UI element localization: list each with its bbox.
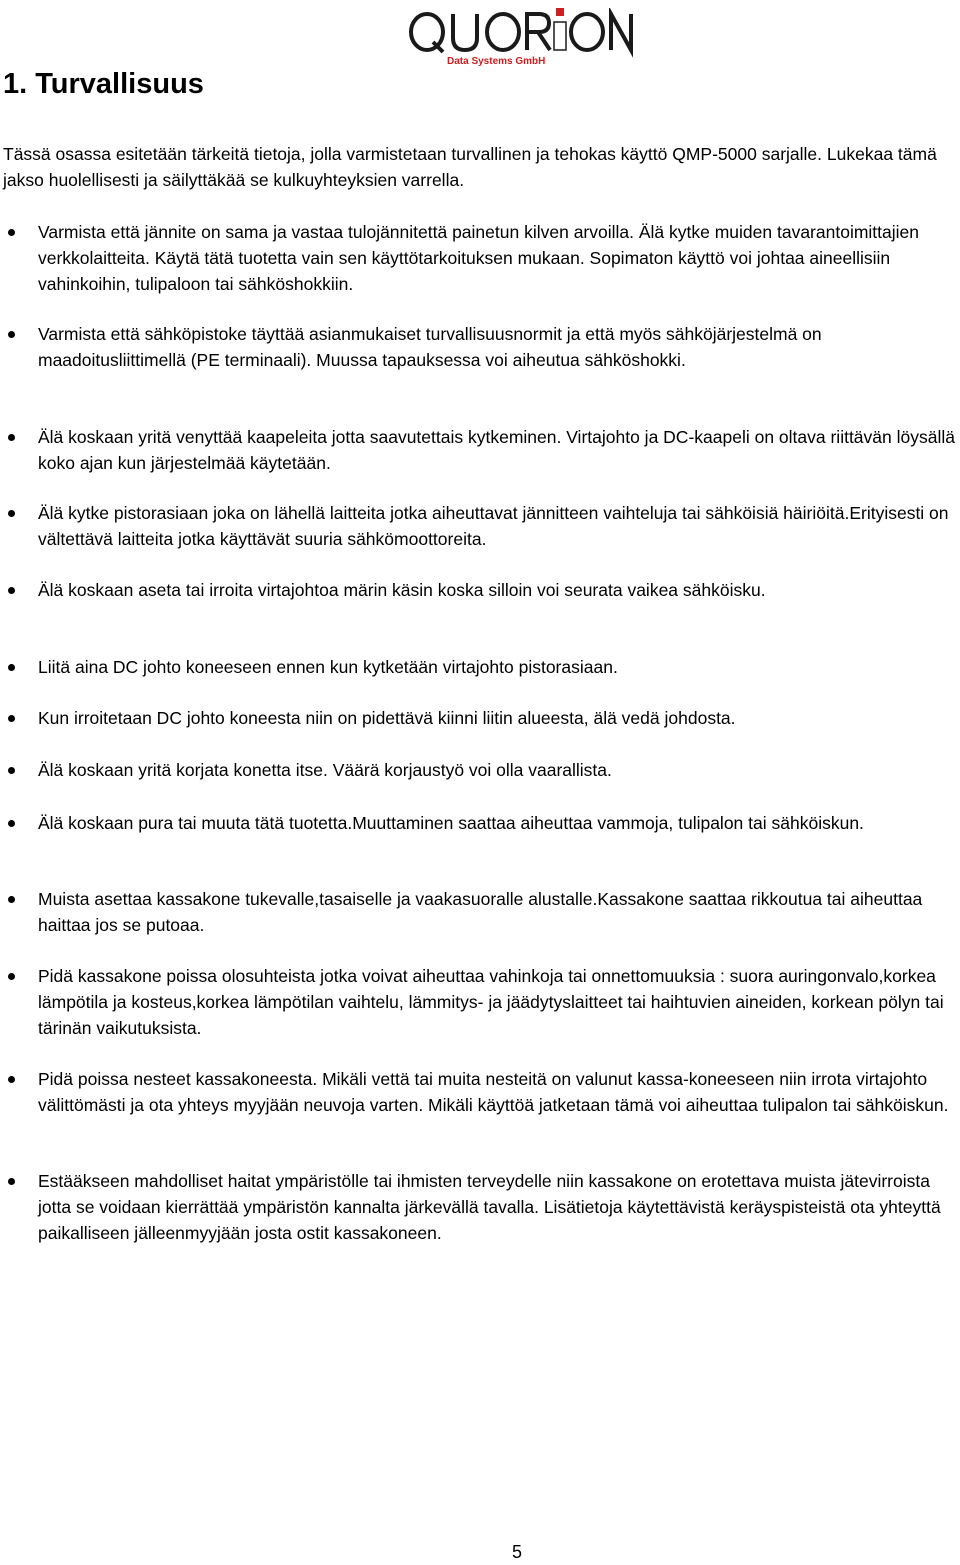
list-item-text: Älä koskaan yritä korjata konetta itse. Väärä korjaustyö voi olla vaarallista. [38, 760, 612, 780]
intro-paragraph: Tässä osassa esitetään tärkeitä tietoja, jolla varmistetaan turvallinen ja tehokas käyttö QMP-5000 sarjalle. Lukekaa tämä jakso huolellisesti ja säilyttäkää se kulkuyhteyksien varrella. [3, 144, 937, 190]
bullet-icon [8, 973, 15, 980]
bullet-icon [8, 820, 15, 827]
svg-text:Data Systems GmbH: Data Systems GmbH [447, 56, 546, 67]
list-item-text: Pidä poissa nesteet kassakoneesta. Mikäli vettä tai muita nesteitä on valunut kassa-koneeseen niin irrota virtajohto välittömästi ja ota yhteys myyjään neuvoja varten. Mikäli käyttöä jatketaan tämä voi aiheuttaa tulipalon tai sähköiskun. [38, 1069, 949, 1115]
bullet-icon [8, 229, 15, 236]
bullet-icon [8, 510, 15, 517]
bullet-icon [8, 896, 15, 903]
list-item-text: Älä koskaan aseta tai irroita virtajohtoa märin käsin koska silloin voi seurata vaikea sähköisku. [38, 580, 766, 600]
bullet-icon [8, 1076, 15, 1083]
page-number: 5 [512, 1542, 523, 1562]
bullet-icon [8, 664, 15, 671]
bullet-icon [8, 331, 15, 338]
list-item-text: Kun irroitetaan DC johto koneesta niin on pidettävä kiinni liitin alueesta, älä vedä johdosta. [38, 708, 736, 728]
bullet-icon [8, 767, 15, 774]
list-item-text: Muista asettaa kassakone tukevalle,tasaiselle ja vaakasuoralle alustalle.Kassakone saattaa rikkoutua tai aiheuttaa haittaa jos se putoaa. [38, 889, 923, 935]
bullet-icon [8, 1178, 15, 1185]
page-title: 1. Turvallisuus [3, 68, 204, 100]
list-item-text: Varmista että sähköpistoke täyttää asianmukaiset turvallisuusnormit ja että myös sähköjärjestelmä on maadoitusliittimellä (PE terminaali). Muussa tapauksessa voi aiheutua sähköshokki. [38, 324, 822, 370]
bullet-icon [8, 434, 15, 441]
list-item-text: Estääkseen mahdolliset haitat ympäristölle tai ihmisten terveydelle niin kassakone on erotettava muista jätevirroista jotta se voidaan kierrättää ympäristön kannalta järkevällä tavalla. Lisätietoja käytettävistä keräyspisteistä ota yhteyttä paikalliseen jälleenmyyjään josta ostit kassakoneen. [38, 1171, 941, 1243]
list-item-text: Älä koskaan yritä venyttää kaapeleita jotta saavutettais kytkeminen. Virtajohto ja DC-kaapeli on oltava riittävän löysällä koko ajan kun järjestelmää käytetään. [38, 427, 955, 473]
list-item-text: Liitä aina DC johto koneeseen ennen kun kytketään virtajohto pistorasiaan. [38, 657, 618, 677]
list-item-text: Älä kytke pistorasiaan joka on lähellä laitteita jotka aiheuttavat jännitteen vaihteluja tai sähköisiä häiriöitä.Erityisesti on vältettävä laitteita jotka käyttävät suuria sähkömoottoreita. [38, 503, 949, 549]
list-item-text: Pidä kassakone poissa olosuhteista jotka voivat aiheuttaa vahinkoja tai onnettomuuksia : suora auringonvalo,korkea lämpötila ja kosteus,korkea lämpötilan vaihtelu, lämmitys- ja jäädytyslaitteet tai haihtuvien aineiden, korkean pölyn tai tärinän vaikutuksista. [38, 966, 944, 1038]
bullet-icon [8, 587, 15, 594]
list-item-text: Älä koskaan pura tai muuta tätä tuotetta.Muuttaminen saattaa aiheuttaa vammoja, tulipalon tai sähköiskun. [38, 813, 864, 833]
bullet-icon [8, 715, 15, 722]
quorion-logo [407, 8, 637, 68]
list-item-text: Varmista että jännite on sama ja vastaa tulojännitettä painetun kilven arvoilla. Älä kytke muiden tavarantoimittajien verkkolaitteita. Käytä tätä tuotetta vain sen käyttötarkoituksen mukaan. Sopimaton käyttö voi johtaa aineellisiin vahinkoihin, tulipaloon tai sähköshokkiin. [38, 222, 919, 294]
